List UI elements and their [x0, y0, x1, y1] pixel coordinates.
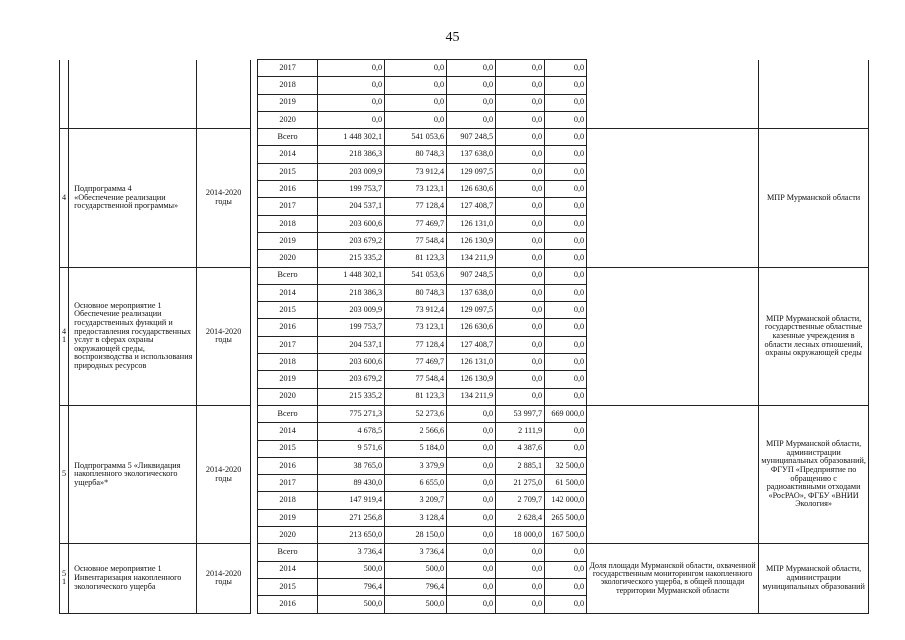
local-budget-value: 0,0: [496, 319, 545, 336]
year-cell: 2019: [258, 509, 318, 526]
local-budget-value: 0,0: [496, 163, 545, 180]
period-cell: [197, 60, 251, 129]
other-sources-value: 0,0: [545, 60, 587, 77]
program-name-cell: [69, 60, 197, 129]
year-cell: 2015: [258, 440, 318, 457]
total-value: 203 679,2: [318, 371, 385, 388]
page-number: 45: [445, 30, 460, 45]
other-sources-value: 32 500,0: [545, 457, 587, 474]
regional-budget-value: 0,0: [447, 111, 496, 128]
federal-budget-value: 73 123,1: [385, 319, 447, 336]
regional-budget-value: 0,0: [447, 527, 496, 544]
other-sources-value: 0,0: [545, 267, 587, 284]
year-cell: 2014: [258, 284, 318, 301]
regional-budget-value: 126 630,6: [447, 319, 496, 336]
row-number-cell: 5 1: [60, 544, 69, 613]
local-budget-value: 0,0: [496, 284, 545, 301]
federal-budget-value: 77 548,4: [385, 232, 447, 249]
federal-budget-value: 5 184,0: [385, 440, 447, 457]
year-cell: 2019: [258, 371, 318, 388]
local-budget-value: 2 111,9: [496, 423, 545, 440]
program-name-cell: Подпрограмма 4 «Обеспечение реализации государственной программы»: [69, 129, 197, 267]
executor-cell: [759, 60, 869, 129]
total-value: 0,0: [318, 60, 385, 77]
federal-budget-value: 541 053,6: [385, 129, 447, 146]
regional-budget-value: 0,0: [447, 440, 496, 457]
regional-budget-value: 134 211,9: [447, 388, 496, 405]
federal-budget-value: 0,0: [385, 94, 447, 111]
indicator-cell: [587, 60, 759, 129]
regional-budget-value: 0,0: [447, 475, 496, 492]
other-sources-value: 0,0: [545, 354, 587, 371]
other-sources-value: 0,0: [545, 596, 587, 613]
year-cell: 2017: [258, 60, 318, 77]
total-value: 0,0: [318, 94, 385, 111]
regional-budget-value: 0,0: [447, 60, 496, 77]
year-cell: 2016: [258, 596, 318, 613]
regional-budget-value: 126 131,0: [447, 215, 496, 232]
regional-budget-value: 907 248,5: [447, 267, 496, 284]
federal-budget-value: 0,0: [385, 111, 447, 128]
year-cell: Всего: [258, 544, 318, 561]
year-cell: 2020: [258, 250, 318, 267]
federal-budget-value: 0,0: [385, 77, 447, 94]
period-cell: 2014-2020 годы: [197, 129, 251, 267]
local-budget-value: 0,0: [496, 215, 545, 232]
other-sources-value: 0,0: [545, 561, 587, 578]
indicator-cell: Доля площади Мурманской области, охваченной государственным мониторингом накопленного экологического ущерба, в общей площади территории Мурманской области: [587, 544, 759, 613]
total-value: 203 600,6: [318, 215, 385, 232]
total-value: 1 448 302,1: [318, 129, 385, 146]
regional-budget-value: 127 408,7: [447, 336, 496, 353]
total-value: 1 448 302,1: [318, 267, 385, 284]
federal-budget-value: 73 912,4: [385, 163, 447, 180]
federal-budget-value: 3 736,4: [385, 544, 447, 561]
local-budget-value: 0,0: [496, 94, 545, 111]
year-cell: Всего: [258, 129, 318, 146]
local-budget-value: 0,0: [496, 77, 545, 94]
year-cell: 2015: [258, 302, 318, 319]
federal-budget-value: 500,0: [385, 596, 447, 613]
regional-budget-value: 126 130,9: [447, 232, 496, 249]
federal-budget-value: 6 655,0: [385, 475, 447, 492]
federal-budget-value: 77 128,4: [385, 198, 447, 215]
period-cell: 2014-2020 годы: [197, 405, 251, 543]
total-value: 796,4: [318, 578, 385, 595]
local-budget-value: 2 709,7: [496, 492, 545, 509]
total-value: 215 335,2: [318, 250, 385, 267]
local-budget-value: 2 885,1: [496, 457, 545, 474]
other-sources-value: 0,0: [545, 198, 587, 215]
total-value: 199 753,7: [318, 319, 385, 336]
total-value: 215 335,2: [318, 388, 385, 405]
local-budget-value: 0,0: [496, 198, 545, 215]
total-value: 3 736,4: [318, 544, 385, 561]
other-sources-value: 0,0: [545, 129, 587, 146]
program-name-cell: Подпрограмма 5 «Ликвидация накопленного экологического ущерба»*: [69, 405, 197, 543]
total-value: 775 271,3: [318, 405, 385, 422]
total-value: 0,0: [318, 111, 385, 128]
other-sources-value: 0,0: [545, 371, 587, 388]
local-budget-value: 2 628,4: [496, 509, 545, 526]
year-cell: Всего: [258, 405, 318, 422]
period-cell: 2014-2020 годы: [197, 544, 251, 613]
federal-budget-value: 3 128,4: [385, 509, 447, 526]
other-sources-value: 0,0: [545, 181, 587, 198]
federal-budget-value: 28 150,0: [385, 527, 447, 544]
total-value: 203 009,9: [318, 302, 385, 319]
total-value: 0,0: [318, 77, 385, 94]
row-number-cell: 5: [60, 405, 69, 543]
year-cell: 2019: [258, 94, 318, 111]
other-sources-value: 0,0: [545, 423, 587, 440]
year-cell: 2014: [258, 146, 318, 163]
other-sources-value: 0,0: [545, 544, 587, 561]
federal-budget-value: 77 128,4: [385, 336, 447, 353]
regional-budget-value: 0,0: [447, 544, 496, 561]
budget-table: [59, 59, 869, 614]
year-cell: 2020: [258, 111, 318, 128]
spacer-cell: [251, 129, 258, 267]
other-sources-value: 0,0: [545, 94, 587, 111]
regional-budget-value: 0,0: [447, 509, 496, 526]
local-budget-value: 0,0: [496, 336, 545, 353]
year-cell: 2016: [258, 181, 318, 198]
total-value: 4 678,5: [318, 423, 385, 440]
table-row: [60, 267, 869, 284]
table-row: [60, 60, 869, 77]
total-value: 89 430,0: [318, 475, 385, 492]
regional-budget-value: 126 130,9: [447, 371, 496, 388]
total-value: 500,0: [318, 561, 385, 578]
regional-budget-value: 137 638,0: [447, 284, 496, 301]
total-value: 218 386,3: [318, 146, 385, 163]
local-budget-value: 0,0: [496, 302, 545, 319]
regional-budget-value: 907 248,5: [447, 129, 496, 146]
total-value: 203 600,6: [318, 354, 385, 371]
regional-budget-value: 129 097,5: [447, 163, 496, 180]
row-number-cell: [60, 60, 69, 129]
local-budget-value: 0,0: [496, 250, 545, 267]
total-value: 271 256,8: [318, 509, 385, 526]
federal-budget-value: 73 123,1: [385, 181, 447, 198]
regional-budget-value: 0,0: [447, 561, 496, 578]
federal-budget-value: 81 123,3: [385, 250, 447, 267]
other-sources-value: 0,0: [545, 284, 587, 301]
local-budget-value: 0,0: [496, 544, 545, 561]
regional-budget-value: 0,0: [447, 94, 496, 111]
spacer-cell: [251, 405, 258, 543]
executor-cell: МПР Мурманской области, государственные областные казенные учреждения в области лесных отношений, охраны окружающей среды: [759, 267, 869, 405]
regional-budget-value: 126 131,0: [447, 354, 496, 371]
regional-budget-value: 134 211,9: [447, 250, 496, 267]
regional-budget-value: 0,0: [447, 405, 496, 422]
year-cell: 2016: [258, 319, 318, 336]
other-sources-value: 0,0: [545, 77, 587, 94]
local-budget-value: 0,0: [496, 371, 545, 388]
year-cell: 2015: [258, 578, 318, 595]
federal-budget-value: 796,4: [385, 578, 447, 595]
year-cell: 2018: [258, 354, 318, 371]
regional-budget-value: 0,0: [447, 492, 496, 509]
indicator-cell: [587, 129, 759, 267]
period-cell: 2014-2020 годы: [197, 267, 251, 405]
year-cell: 2014: [258, 423, 318, 440]
total-value: 199 753,7: [318, 181, 385, 198]
local-budget-value: 21 275,0: [496, 475, 545, 492]
local-budget-value: 0,0: [496, 146, 545, 163]
total-value: 203 009,9: [318, 163, 385, 180]
regional-budget-value: 0,0: [447, 423, 496, 440]
local-budget-value: 0,0: [496, 578, 545, 595]
year-cell: 2015: [258, 163, 318, 180]
local-budget-value: 0,0: [496, 129, 545, 146]
other-sources-value: 142 000,0: [545, 492, 587, 509]
year-cell: Всего: [258, 267, 318, 284]
total-value: 204 537,1: [318, 198, 385, 215]
other-sources-value: 0,0: [545, 250, 587, 267]
year-cell: 2020: [258, 527, 318, 544]
other-sources-value: 0,0: [545, 319, 587, 336]
spacer-cell: [251, 544, 258, 613]
row-number-cell: 4: [60, 129, 69, 267]
federal-budget-value: 80 748,3: [385, 284, 447, 301]
federal-budget-value: 80 748,3: [385, 146, 447, 163]
other-sources-value: 669 000,0: [545, 405, 587, 422]
year-cell: 2018: [258, 215, 318, 232]
federal-budget-value: 77 469,7: [385, 354, 447, 371]
year-cell: 2019: [258, 232, 318, 249]
federal-budget-value: 52 273,6: [385, 405, 447, 422]
executor-cell: МПР Мурманской области, администрации муниципальных образований, ФГУП «Предприятие по обращению с радиоактивными отходами «РосРАО», ФГБУ «ВНИИ Экология»: [759, 405, 869, 543]
local-budget-value: 0,0: [496, 388, 545, 405]
year-cell: 2017: [258, 336, 318, 353]
total-value: 204 537,1: [318, 336, 385, 353]
regional-budget-value: 126 630,6: [447, 181, 496, 198]
table-row: [60, 405, 869, 422]
total-value: 9 571,6: [318, 440, 385, 457]
year-cell: 2017: [258, 475, 318, 492]
indicator-cell: [587, 405, 759, 543]
local-budget-value: 53 997,7: [496, 405, 545, 422]
federal-budget-value: 3 379,9: [385, 457, 447, 474]
local-budget-value: 0,0: [496, 354, 545, 371]
program-name-cell: Основное мероприятие 1 Инвентаризация накопленного экологического ущерба: [69, 544, 197, 613]
year-cell: 2018: [258, 492, 318, 509]
total-value: 500,0: [318, 596, 385, 613]
local-budget-value: 18 000,0: [496, 527, 545, 544]
regional-budget-value: 127 408,7: [447, 198, 496, 215]
other-sources-value: 0,0: [545, 232, 587, 249]
executor-cell: МПР Мурманской области, администрации муниципальных образований: [759, 544, 869, 613]
other-sources-value: 167 500,0: [545, 527, 587, 544]
row-number-cell: 4 1: [60, 267, 69, 405]
regional-budget-value: 137 638,0: [447, 146, 496, 163]
local-budget-value: 0,0: [496, 561, 545, 578]
local-budget-value: 4 387,6: [496, 440, 545, 457]
federal-budget-value: 77 548,4: [385, 371, 447, 388]
other-sources-value: 0,0: [545, 302, 587, 319]
federal-budget-value: 81 123,3: [385, 388, 447, 405]
other-sources-value: 0,0: [545, 388, 587, 405]
federal-budget-value: 541 053,6: [385, 267, 447, 284]
regional-budget-value: 0,0: [447, 578, 496, 595]
federal-budget-value: 500,0: [385, 561, 447, 578]
local-budget-value: 0,0: [496, 181, 545, 198]
other-sources-value: 0,0: [545, 163, 587, 180]
table-row: [60, 129, 869, 146]
total-value: 203 679,2: [318, 232, 385, 249]
regional-budget-value: 0,0: [447, 457, 496, 474]
year-cell: 2018: [258, 77, 318, 94]
local-budget-value: 0,0: [496, 111, 545, 128]
other-sources-value: 61 500,0: [545, 475, 587, 492]
other-sources-value: 0,0: [545, 111, 587, 128]
federal-budget-value: 3 209,7: [385, 492, 447, 509]
indicator-cell: [587, 267, 759, 405]
executor-cell: МПР Мурманской области: [759, 129, 869, 267]
table-row: [60, 544, 869, 561]
federal-budget-value: 2 566,6: [385, 423, 447, 440]
year-cell: 2016: [258, 457, 318, 474]
total-value: 213 650,0: [318, 527, 385, 544]
regional-budget-value: 0,0: [447, 77, 496, 94]
other-sources-value: 0,0: [545, 440, 587, 457]
local-budget-value: 0,0: [496, 596, 545, 613]
local-budget-value: 0,0: [496, 232, 545, 249]
other-sources-value: 0,0: [545, 336, 587, 353]
other-sources-value: 0,0: [545, 215, 587, 232]
year-cell: 2017: [258, 198, 318, 215]
total-value: 147 919,4: [318, 492, 385, 509]
other-sources-value: 265 500,0: [545, 509, 587, 526]
spacer-cell: [251, 267, 258, 405]
other-sources-value: 0,0: [545, 146, 587, 163]
local-budget-value: 0,0: [496, 267, 545, 284]
year-cell: 2014: [258, 561, 318, 578]
total-value: 218 386,3: [318, 284, 385, 301]
regional-budget-value: 0,0: [447, 596, 496, 613]
other-sources-value: 0,0: [545, 578, 587, 595]
federal-budget-value: 0,0: [385, 60, 447, 77]
total-value: 38 765,0: [318, 457, 385, 474]
program-name-cell: Основное мероприятие 1 Обеспечение реализации государственных функций и предоставления государственных услуг в сферах охраны окружающей среды, воспроизводства и использования природных ресурсов: [69, 267, 197, 405]
year-cell: 2020: [258, 388, 318, 405]
federal-budget-value: 73 912,4: [385, 302, 447, 319]
spacer-cell: [251, 60, 258, 129]
regional-budget-value: 129 097,5: [447, 302, 496, 319]
local-budget-value: 0,0: [496, 60, 545, 77]
federal-budget-value: 77 469,7: [385, 215, 447, 232]
